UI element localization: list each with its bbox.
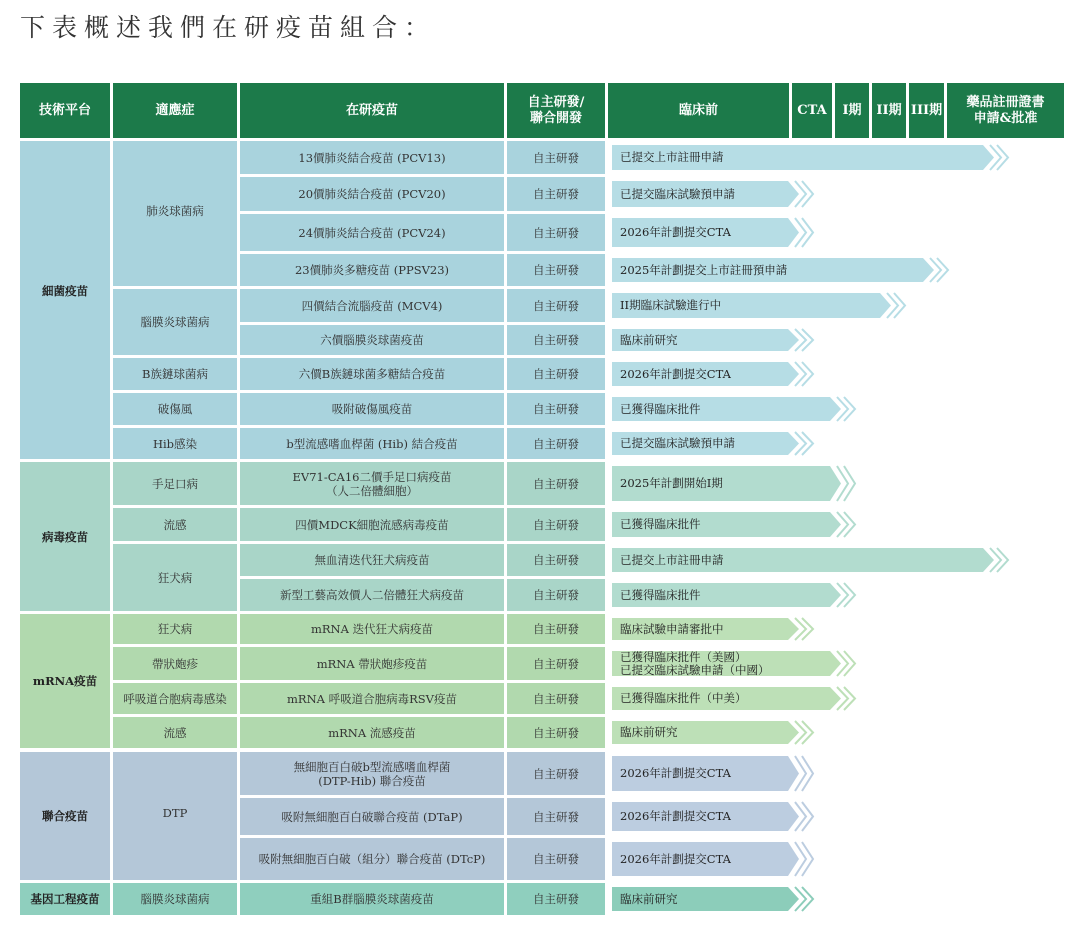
indication-cell: 帶狀皰疹: [113, 647, 237, 680]
progress-arrow: [612, 721, 820, 744]
status-line: 2025年計劃開始I期: [620, 476, 723, 490]
progress-arrow-chevron: [844, 583, 855, 607]
status-label: [620, 362, 731, 386]
progress-arrow-chevron: [997, 548, 1008, 572]
progress-arrow: [612, 258, 955, 282]
status-line: 2026年計劃提交CTA: [620, 225, 731, 239]
progress-arrow: [612, 432, 820, 455]
vaccine-cell: 23價肺炎多糖疫苗 (PPSV23): [240, 254, 504, 286]
vaccine-cell: 無細胞百白破b型流感嗜血桿菌 (DTP-Hib) 聯合疫苗: [240, 752, 504, 795]
status-line: 臨床前研究: [620, 332, 678, 347]
header-dev-mode: 自主研發/ 聯合開發: [507, 83, 605, 138]
header-cta: CTA: [792, 83, 832, 138]
dev-mode-cell: 自主研發: [507, 214, 605, 251]
vaccine-cell: 新型工藝高效價人二倍體狂犬病疫苗: [240, 579, 504, 611]
dev-mode-cell: 自主研發: [507, 838, 605, 880]
dev-mode-cell: 自主研發: [507, 683, 605, 714]
vaccine-cell: 重組B群腦膜炎球菌疫苗: [240, 883, 504, 915]
indication-cell: Hib感染: [113, 428, 237, 459]
progress-arrow: [612, 887, 820, 911]
platform-genetic: 基因工程疫苗: [20, 883, 110, 915]
status-label: [620, 293, 721, 318]
progress-arrow-chevron: [802, 618, 813, 640]
progress-arrow: [612, 583, 862, 607]
progress-arrow: [612, 687, 862, 710]
progress-arrow: [612, 329, 820, 351]
indication-cell: 腦膜炎球菌病: [113, 883, 237, 915]
platform-combination: 聯合疫苗: [20, 752, 110, 880]
header-preclinical: 臨床前: [608, 83, 789, 138]
progress-arrow: [612, 293, 912, 318]
status-line: 已獲得臨床批件: [620, 401, 701, 416]
status-label: [620, 842, 731, 876]
progress-arrow: [612, 397, 862, 421]
platform-viral: 病毒疫苗: [20, 462, 110, 611]
status-label: [620, 145, 724, 170]
progress-arrow-chevron: [997, 145, 1008, 170]
indication-cell: 狂犬病: [113, 544, 237, 611]
vaccine-cell: 吸附破傷風疫苗: [240, 393, 504, 425]
dev-mode-cell: 自主研發: [507, 614, 605, 644]
progress-arrow-chevron: [844, 687, 855, 710]
status-line: 已提交臨床試驗預申請: [620, 186, 735, 201]
status-line: 已提交上市註冊申請: [620, 552, 724, 567]
progress-arrow-chevron: [802, 802, 813, 831]
status-line: 已提交上市註冊申請: [620, 150, 724, 164]
status-label: [620, 583, 701, 607]
progress-arrow-chevron: [802, 721, 813, 744]
progress-arrow: [612, 145, 1015, 170]
progress-arrow: [612, 842, 820, 876]
progress-arrow: [612, 218, 820, 247]
dev-mode-cell: 自主研發: [507, 462, 605, 505]
progress-arrow-chevron: [844, 651, 855, 676]
vaccine-cell: EV71-CA16二價手足口病疫苗 （人二倍體細胞）: [240, 462, 504, 505]
indication-cell: 呼吸道合胞病毒感染: [113, 683, 237, 714]
status-label: [620, 651, 770, 676]
indication-cell: 狂犬病: [113, 614, 237, 644]
progress-arrow-chevron: [844, 397, 855, 421]
status-label: [620, 218, 731, 247]
status-line: 2026年計劃提交CTA: [620, 766, 731, 780]
vaccine-cell: 六價腦膜炎球菌疫苗: [240, 325, 504, 355]
dev-mode-cell: 自主研發: [507, 717, 605, 748]
vaccine-cell: 20價肺炎結合疫苗 (PCV20): [240, 177, 504, 211]
progress-arrow-chevron: [894, 293, 905, 318]
dev-mode-cell: 自主研發: [507, 752, 605, 795]
progress-arrow-chevron: [802, 181, 813, 207]
status-label: [620, 258, 787, 282]
dev-mode-cell: 自主研發: [507, 544, 605, 576]
progress-arrow-chevron: [802, 842, 813, 876]
progress-arrow-chevron: [802, 887, 813, 911]
status-label: [620, 397, 701, 421]
indication-cell: 流感: [113, 717, 237, 748]
progress-arrow-chevron: [937, 258, 948, 282]
status-line: 已提交臨床試驗預申請: [620, 436, 735, 450]
progress-arrow: [612, 512, 862, 537]
status-label: [620, 887, 678, 911]
status-line: 已獲得臨床批件（中美）: [620, 691, 747, 705]
progress-arrow: [612, 181, 820, 207]
progress-arrow-chevron: [802, 329, 813, 351]
status-line: 2026年計劃提交CTA: [620, 809, 731, 823]
status-label: [620, 687, 747, 710]
vaccine-cell: mRNA 流感疫苗: [240, 717, 504, 748]
status-line: 2025年計劃提交上市註冊預申請: [620, 262, 788, 277]
progress-arrow: [612, 756, 820, 791]
platform-mrna: mRNA疫苗: [20, 614, 110, 748]
dev-mode-cell: 自主研發: [507, 141, 605, 174]
header-nda: 藥品註冊證書 申請&批准: [947, 83, 1064, 138]
dev-mode-cell: 自主研發: [507, 325, 605, 355]
header-indication: 適應症: [113, 83, 237, 138]
vaccine-cell: 13價肺炎結合疫苗 (PCV13): [240, 141, 504, 174]
dev-mode-cell: 自主研發: [507, 579, 605, 611]
status-label: [620, 548, 724, 572]
vaccine-cell: 四價MDCK細胞流感病毒疫苗: [240, 508, 504, 541]
status-label: [620, 432, 735, 455]
dev-mode-cell: 自主研發: [507, 177, 605, 211]
header-phase3: III期: [909, 83, 944, 138]
progress-arrow-chevron: [802, 756, 813, 791]
vaccine-cell: 六價B族鏈球菌多糖結合疫苗: [240, 358, 504, 390]
progress-arrow: [612, 651, 862, 676]
status-label: [620, 329, 678, 351]
status-line: 臨床前研究: [620, 725, 678, 739]
dev-mode-cell: 自主研發: [507, 647, 605, 680]
dev-mode-cell: 自主研發: [507, 289, 605, 322]
indication-cell: 肺炎球菌病: [113, 141, 237, 286]
status-label: [620, 181, 735, 207]
progress-arrow-chevron: [844, 512, 855, 537]
page-title: 下表概述我們在研疫苗組合：: [20, 13, 437, 42]
indication-cell: 破傷風: [113, 393, 237, 425]
header-phase1: I期: [835, 83, 869, 138]
progress-arrow-chevron: [802, 218, 813, 247]
vaccine-cell: 24價肺炎結合疫苗 (PCV24): [240, 214, 504, 251]
vaccine-cell: mRNA 帶狀皰疹疫苗: [240, 647, 504, 680]
indication-cell: B族鏈球菌病: [113, 358, 237, 390]
status-label: [620, 618, 724, 640]
progress-arrow: [612, 466, 862, 501]
status-line: 已提交臨床試驗申請（中國）: [620, 662, 770, 677]
status-line: II期臨床試驗進行中: [620, 298, 722, 312]
vaccine-cell: mRNA 呼吸道合胞病毒RSV疫苗: [240, 683, 504, 714]
platform-bacterial: 細菌疫苗: [20, 141, 110, 459]
vaccine-cell: 四價結合流腦疫苗 (MCV4): [240, 289, 504, 322]
status-line: 已獲得臨床批件: [620, 517, 701, 531]
status-label: [620, 802, 731, 831]
progress-arrow-chevron: [802, 432, 813, 455]
progress-arrow: [612, 548, 1015, 572]
indication-cell: DTP: [113, 752, 237, 880]
vaccine-cell: mRNA 迭代狂犬病疫苗: [240, 614, 504, 644]
vaccine-cell: b型流感嗜血桿菌 (Hib) 結合疫苗: [240, 428, 504, 459]
progress-arrow: [612, 362, 820, 386]
status-label: [620, 756, 731, 791]
progress-arrow-chevron: [802, 362, 813, 386]
status-line: 2026年計劃提交CTA: [620, 366, 731, 381]
header-vaccine: 在研疫苗: [240, 83, 504, 138]
indication-cell: 流感: [113, 508, 237, 541]
status-line: 臨床前研究: [620, 891, 678, 906]
header-platform: 技術平台: [20, 83, 110, 138]
progress-arrow: [612, 618, 820, 640]
dev-mode-cell: 自主研發: [507, 254, 605, 286]
status-line: 已獲得臨床批件（美國）: [620, 649, 747, 664]
status-line: 臨床試驗申請審批中: [620, 621, 724, 636]
dev-mode-cell: 自主研發: [507, 883, 605, 915]
dev-mode-cell: 自主研發: [507, 798, 605, 835]
status-line: 2026年計劃提交CTA: [620, 851, 731, 866]
status-label: [620, 721, 678, 744]
status-label: [620, 512, 701, 537]
indication-cell: 腦膜炎球菌病: [113, 289, 237, 355]
vaccine-cell: 無血清迭代狂犬病疫苗: [240, 544, 504, 576]
dev-mode-cell: 自主研發: [507, 508, 605, 541]
vaccine-cell: 吸附無細胞百白破（組分）聯合疫苗 (DTcP): [240, 838, 504, 880]
dev-mode-cell: 自主研發: [507, 428, 605, 459]
dev-mode-cell: 自主研發: [507, 358, 605, 390]
indication-cell: 手足口病: [113, 462, 237, 505]
status-label: [620, 466, 723, 501]
progress-arrow-chevron: [844, 466, 855, 501]
dev-mode-cell: 自主研發: [507, 393, 605, 425]
header-phase2: II期: [872, 83, 906, 138]
status-line: 已獲得臨床批件: [620, 587, 701, 602]
vaccine-cell: 吸附無細胞百白破聯合疫苗 (DTaP): [240, 798, 504, 835]
progress-arrow: [612, 802, 820, 831]
